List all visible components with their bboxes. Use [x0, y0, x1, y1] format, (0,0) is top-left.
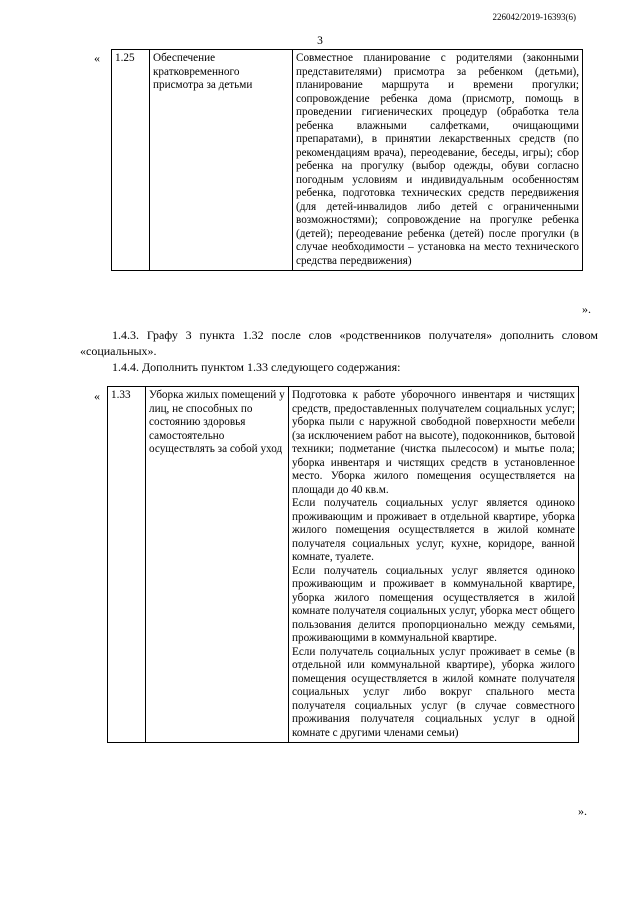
page-number: 3 [317, 35, 323, 47]
row-number-1-25: 1.25 [112, 50, 150, 271]
description-paragraph: Подготовка к работе уборочного инвентаря и чистящих средств, предоставленных получателем социальных услуг; уборка пыли с наружной свободной поверхности мебели (за исключением работ на высоте), подоконников, бытовой техники; подметание (чистка пылесосом) и мытье пола; уборка инвентаря и чистящих средств в установленное место. Уборка жилого помещения осуществляется на площади до 40 кв.м. [292, 389, 575, 496]
service-name-1-33: Уборка жилых помещений у лиц, не способных по состоянию здоровья самостоятельно осуществлять за собой уход [146, 387, 289, 743]
document-id: 226042/2019-16393(6) [492, 12, 576, 22]
paragraph-1-4-4: 1.4.4. Дополнить пунктом 1.33 следующего содержания: [112, 360, 401, 374]
open-quote-1-25: « [94, 51, 100, 65]
paragraph-1-4-3: 1.4.3. Графу 3 пункта 1.32 после слов «родственников получателя» дополнить словом «социальных». [80, 328, 598, 358]
close-quote-1-25: ». [582, 302, 591, 316]
close-quote-1-33: ». [578, 804, 587, 818]
service-description-1-33 [289, 387, 579, 743]
open-quote-1-33: « [94, 389, 100, 403]
table-row-1-25 [111, 49, 583, 271]
description-paragraph: Если получатель социальных услуг проживает в семье (в отдельной или коммунальной квартире), уборка жилого помещения осуществляется в жилой комнате получателя социальных услуг либо вокруг спального места получателя социальных услуг (в случае совместного проживания получателя социальных услуг в одной комнате с другими членами семьи) [292, 645, 575, 739]
row-number-1-33: 1.33 [108, 387, 146, 743]
description-paragraph: Если получатель социальных услуг является одиноко проживающим и проживает в коммунальной квартире, уборка жилого помещения осуществляется в жилой комнате получателя социальных услуг, уборка мест общего пользования делится пропорционально между семьями, проживающими в коммунальной квартире. [292, 564, 575, 644]
table-row-1-33 [107, 386, 579, 743]
service-description-1-25: Совместное планирование с родителями (законными представителями) присмотра за ребенком (детьми), планирование маршрута и времени прогулки; сопровождение ребенка дома (присмотр, помощь в проведении гигиенических процедур (обработка тела ребенка влажными салфетками, очищающими препаратами), в принятии лекарственных средств (по рекомендациям врача), переодевание, беседы, игры); сбор ребенка на прогулку (выбор одежды, обуви согласно погодным условиям и индивидуальным особенностям ребенка, подготовка технических средств передвижения (для детей-инвалидов либо детей с ограниченными возможностями); сопровождение на прогулке ребенка (детей); переодевание ребенка (детей) после прогулки (в случае необходимости – установка на место технического средства передвижения) [293, 50, 583, 271]
service-name-1-25: Обеспечение кратковременного присмотра за детьми [150, 50, 293, 271]
description-paragraph: Если получатель социальных услуг является одиноко проживающим и проживает в отдельной квартире, уборка жилого помещения осуществляется в жилой комнате получателя социальных услуг, кухне, коридоре, ванной комнате, туалете. [292, 497, 575, 563]
